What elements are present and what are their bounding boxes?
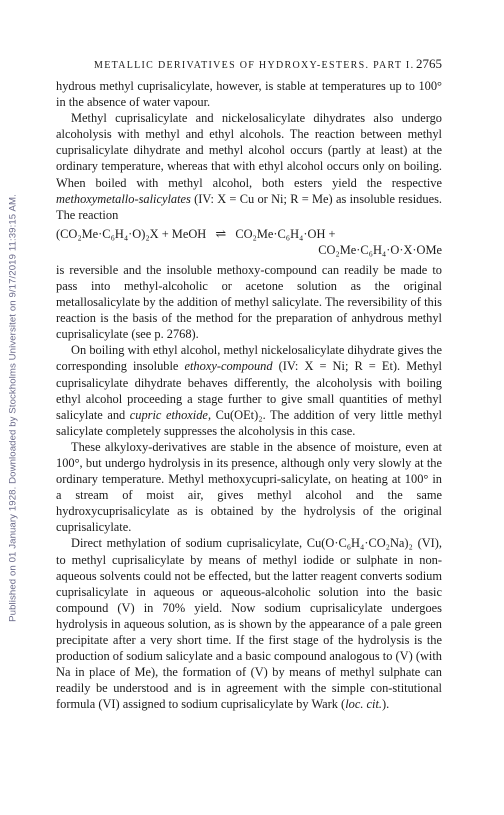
article-body [56,78,442,712]
download-watermark-text: Published on 01 January 1928. Downloaded by Stockholms Universitet on 9/17/2019 11:39:15 AM. [7,194,19,622]
paragraph-text: (IV: X = Cu or Ni; R = Me) as insoluble residues. The reaction [56,191,442,222]
download-watermark [2,88,24,728]
paragraph-text: These alkyloxy-derivatives are stable in the absence of moisture, even at 100°, but undergo hydrolysis in its presence, although only very slowly at the ordinary temperature. Methyl methoxycupri-salicylate, on heating at 100° in a stream of moist air, gives methyl alcohol and the same hydroxycuprisalicylate as is obtained by the hydrolysis of the original cuprisalicylate. [56,439,442,535]
equation-line-2: CO₂Me·C₆H₄·O·X·OMe [318,242,442,257]
paragraph-text: Direct methylation of sodium cuprisalicylate, Cu(O·C₆H₄·CO₂Na)₂ (VI), to methyl cuprisalicylate by means of methyl iodide or sulphate in non-aqueous solvents could not be effected, but the latter reagent converts sodium cuprisalicylate in aqueous or aqueous-alcoholic solution into the basic compound (V) in 70% yield. Now sodium cuprisalicylate undergoes hydrolysis in aqueous solution, as is shown by the appearance of a pale green precipitate after a very short time. If the first stage of the hydrolysis is the production of sodium salicylate and a basic compound analogous to (V) (with Na in place of Me), the formation of (V) by means of methyl sulphate can readily be understood and is in agreement with the simple con-stitutional formula (VI) assigned to sodium cuprisalicylate by Wark ( [56,536,442,712]
equation-reactants: (CO₂Me·C₆H₄·O)₂X + MeOH [56,226,207,241]
paragraph-p4 [56,342,442,439]
equilibrium-arrow-icon: ⇌ [215,225,227,241]
equation-line-1 [56,226,335,242]
paragraph-p5 [56,439,442,536]
paragraphs-before-equation [56,78,442,223]
equation-products: CO₂Me·C₆H₄·OH + [235,226,336,241]
italic-term: ethoxy-compound [184,359,273,374]
running-head [56,56,442,74]
italic-term: methoxymetallo-salicylates [56,191,191,206]
paragraph-text: Methyl cuprisalicylate and nickelosalicylate dihydrates also undergo alcoholysis with methyl and ethyl alcohols. The reaction between methyl cuprisalicylate dihydrate and methyl alcohol occurs (partly at least) at the ordinary temperature, whereas that with ethyl alcohol occurs only on boiling. When boiled with methyl alcohol, both esters yield the respective [56,111,442,190]
paragraph-text: ). [382,697,390,712]
running-head-title: METALLIC DERIVATIVES OF HYDROXY-ESTERS. PART I. [94,60,415,71]
page-number: 2765 [416,56,442,71]
reaction-equation [56,226,442,260]
paragraph-text: On boiling with ethyl alcohol, methyl nickelosalicylate dihydrate gives the corresponding insoluble [56,343,442,374]
paragraphs-after-equation [56,262,442,713]
paragraph-text: hydrous methyl cuprisalicylate, however, is stable at temperatures up to 100° in the absence of water vapour. [56,79,442,110]
paragraph-text: , Cu(OEt)₂. The addition of very little methyl salicylate completely suppresses the alcoholysis in this case. [56,407,443,438]
italic-term: loc. cit. [345,697,383,712]
paragraph-p2 [56,110,442,223]
paragraph-p1 [56,78,442,110]
paragraph-p6 [56,535,442,712]
paragraph-text: is reversible and the insoluble methoxy-compound can readily be made to pass into methyl-alcoholic or acetone solution as the original metallosalicylate by the addition of methyl salicylate. The reversibility of this reaction is the basis of the method for the preparation of anhydrous methyl cuprisalicylate (see p. 2768). [56,262,442,342]
italic-term: cupric ethoxide [129,407,208,422]
paragraph-p3 [56,262,442,342]
paragraph-text: (IV: X = Ni; R = Et). Methyl cuprisalicylate dihydrate behaves differently, the alcoholysis with boiling ethyl alcohol proceeding a stage further to give small quantities of methyl salicylate and [56,359,442,422]
